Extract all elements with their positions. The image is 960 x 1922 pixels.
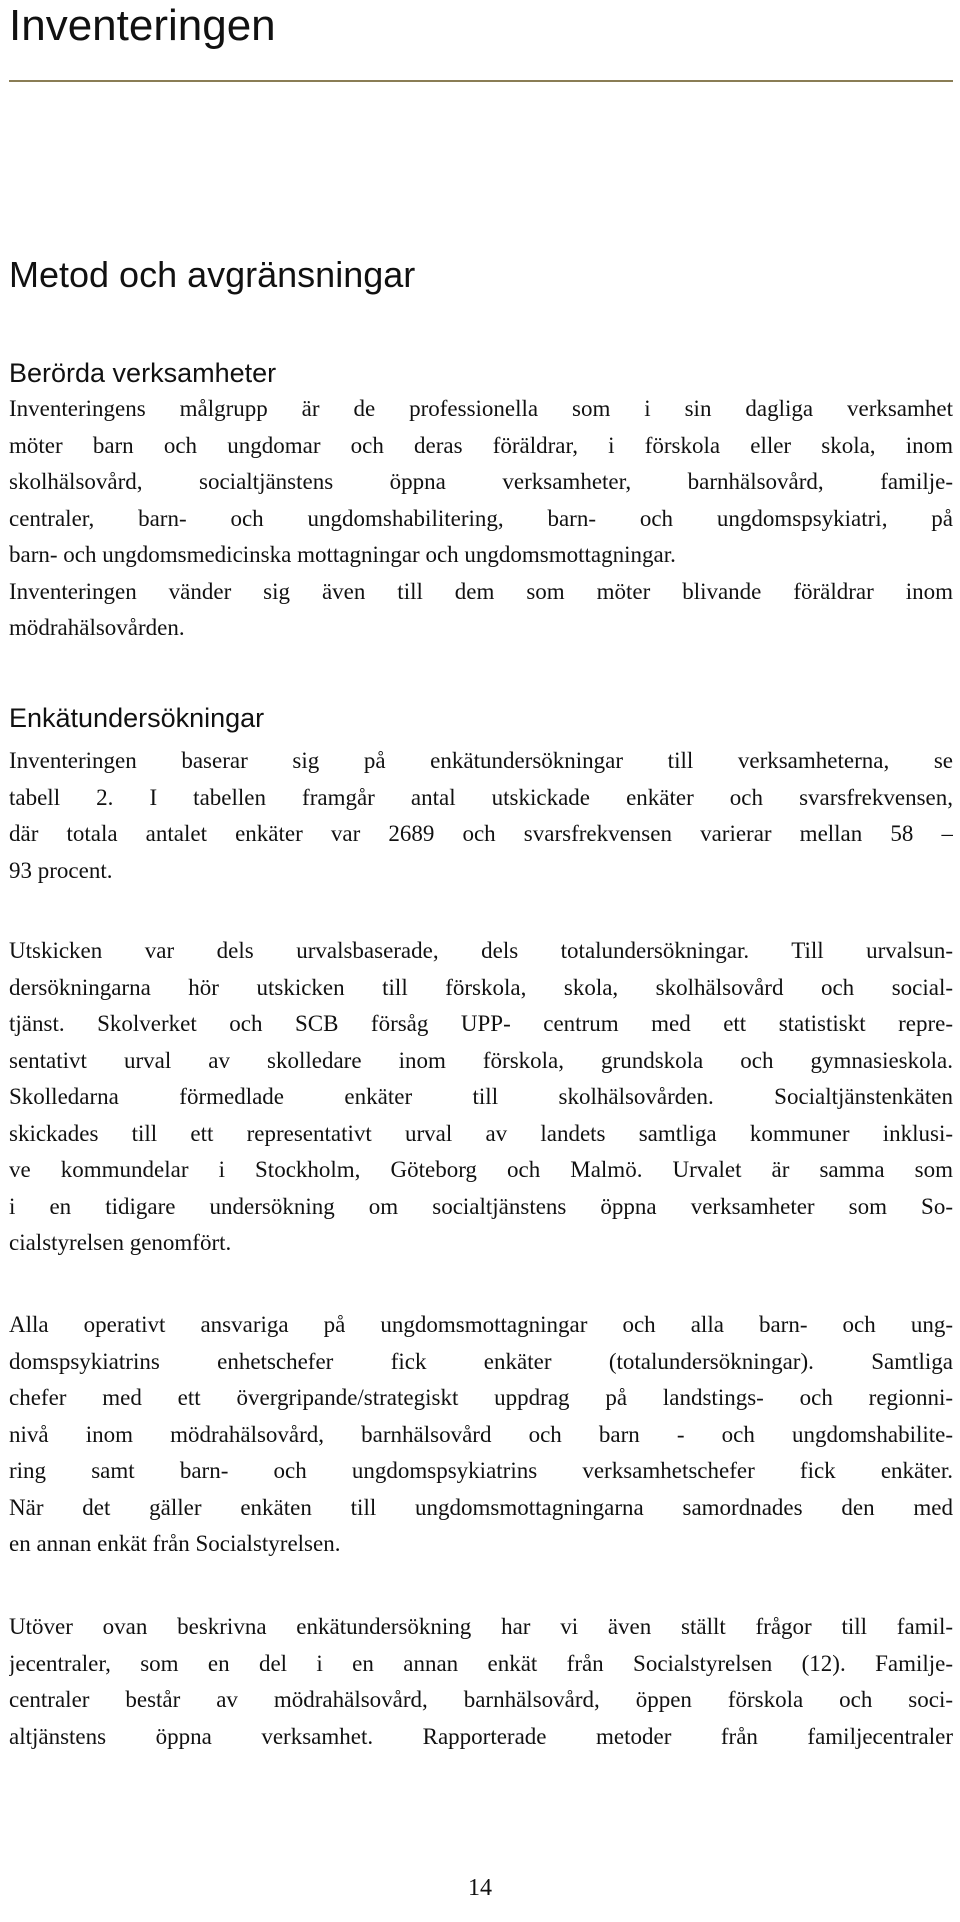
text-line: centraler, barn- och ungdomshabilitering, barn- och ungdomspsykiatri, på — [9, 505, 953, 531]
paragraph-enkat-1 — [9, 743, 953, 889]
text-line: Inventeringen baserar sig på enkätundersökningar till verksamheterna, se — [9, 748, 953, 773]
text-line: i en tidigare undersökning om socialtjänstens öppna verksamheter som So- — [9, 1193, 953, 1219]
text-line: en annan enkät från Socialstyrelsen. — [9, 1531, 341, 1556]
text-line: möter barn och ungdomar och deras föräldrar, i förskola eller skola, inom — [9, 432, 953, 458]
text-line: altjänstens öppna verksamhet. Rapporterade metoder från familjecentraler — [9, 1723, 953, 1749]
text-line: jecentraler, som en del i en annan enkät från Socialstyrelsen (12). Familje- — [9, 1650, 953, 1676]
text-line: chefer med ett övergripande/strategiskt uppdrag på landstings- och regionni- — [9, 1385, 953, 1410]
text-line: sentativt urval av skolledare inom förskola, grundskola och gymnasieskola. — [9, 1047, 953, 1073]
text-line: ve kommundelar i Stockholm, Göteborg och Malmö. Urvalet är samma som — [9, 1157, 953, 1182]
header-rule — [9, 80, 953, 82]
page-number: 14 — [468, 1875, 492, 1901]
paragraph-berorda — [9, 391, 953, 647]
text-line: där totala antalet enkäter var 2689 och svarsfrekvensen varierar mellan 58 – — [9, 821, 953, 846]
text-line: Alla operativt ansvariga på ungdomsmottagningar och alla barn- och ung- — [9, 1312, 953, 1337]
paragraph-enkat-4 — [9, 1609, 953, 1755]
section-title: Metod och avgränsningar — [9, 254, 416, 295]
subsection-heading-berorda: Berörda verksamheter — [9, 358, 277, 388]
paragraph-enkat-2 — [9, 933, 953, 1262]
text-line: nivå inom mödrahälsovård, barnhälsovård och barn - och ungdomshabilite- — [9, 1421, 953, 1447]
text-line: Utskicken var dels urvalsbaserade, dels totalundersökningar. Till urvalsun- — [9, 938, 953, 963]
text-line: Inventeringens målgrupp är de professionella som i sin dagliga verksamhet — [9, 396, 953, 421]
text-line: dersökningarna hör utskicken till förskola, skola, skolhälsovård och social- — [9, 974, 953, 1000]
subsection-heading-enkat: Enkätundersökningar — [9, 703, 265, 733]
text-line: När det gäller enkäten till ungdomsmottagningarna samordnades den med — [9, 1494, 953, 1520]
text-line: centraler består av mödrahälsovård, barnhälsovård, öppen förskola och soci- — [9, 1687, 953, 1712]
text-line: Skolledarna förmedlade enkäter till skolhälsovården. Socialtjänstenkäten — [9, 1084, 953, 1109]
text-line: Utöver ovan beskrivna enkätundersökning har vi även ställt frågor till famil- — [9, 1614, 953, 1639]
chapter-title: Inventeringen — [9, 1, 276, 50]
text-line: skolhälsovård, socialtjänstens öppna verksamheter, barnhälsovård, familje- — [9, 469, 953, 494]
text-line: mödrahälsovården. — [9, 615, 185, 640]
text-line: cialstyrelsen genomfört. — [9, 1230, 232, 1255]
text-line: 93 procent. — [9, 857, 113, 883]
text-line: tjänst. Skolverket och SCB försåg UPP- centrum med ett statistiskt repre- — [9, 1011, 953, 1036]
text-line: Inventeringen vänder sig även till dem som möter blivande föräldrar inom — [9, 578, 953, 604]
text-line: domspsykiatrins enhetschefer fick enkäter (totalundersökningar). Samtliga — [9, 1348, 953, 1374]
text-line: barn- och ungdomsmedicinska mottagningar och ungdomsmottagningar. — [9, 542, 676, 567]
text-line: ring samt barn- och ungdomspsykiatrins verksamhetschefer fick enkäter. — [9, 1458, 953, 1483]
text-line: tabell 2. I tabellen framgår antal utskickade enkäter och svarsfrekvensen, — [9, 784, 953, 810]
text-line: skickades till ett representativt urval av landets samtliga kommuner inklusi- — [9, 1120, 953, 1146]
paragraph-enkat-3 — [9, 1307, 953, 1563]
